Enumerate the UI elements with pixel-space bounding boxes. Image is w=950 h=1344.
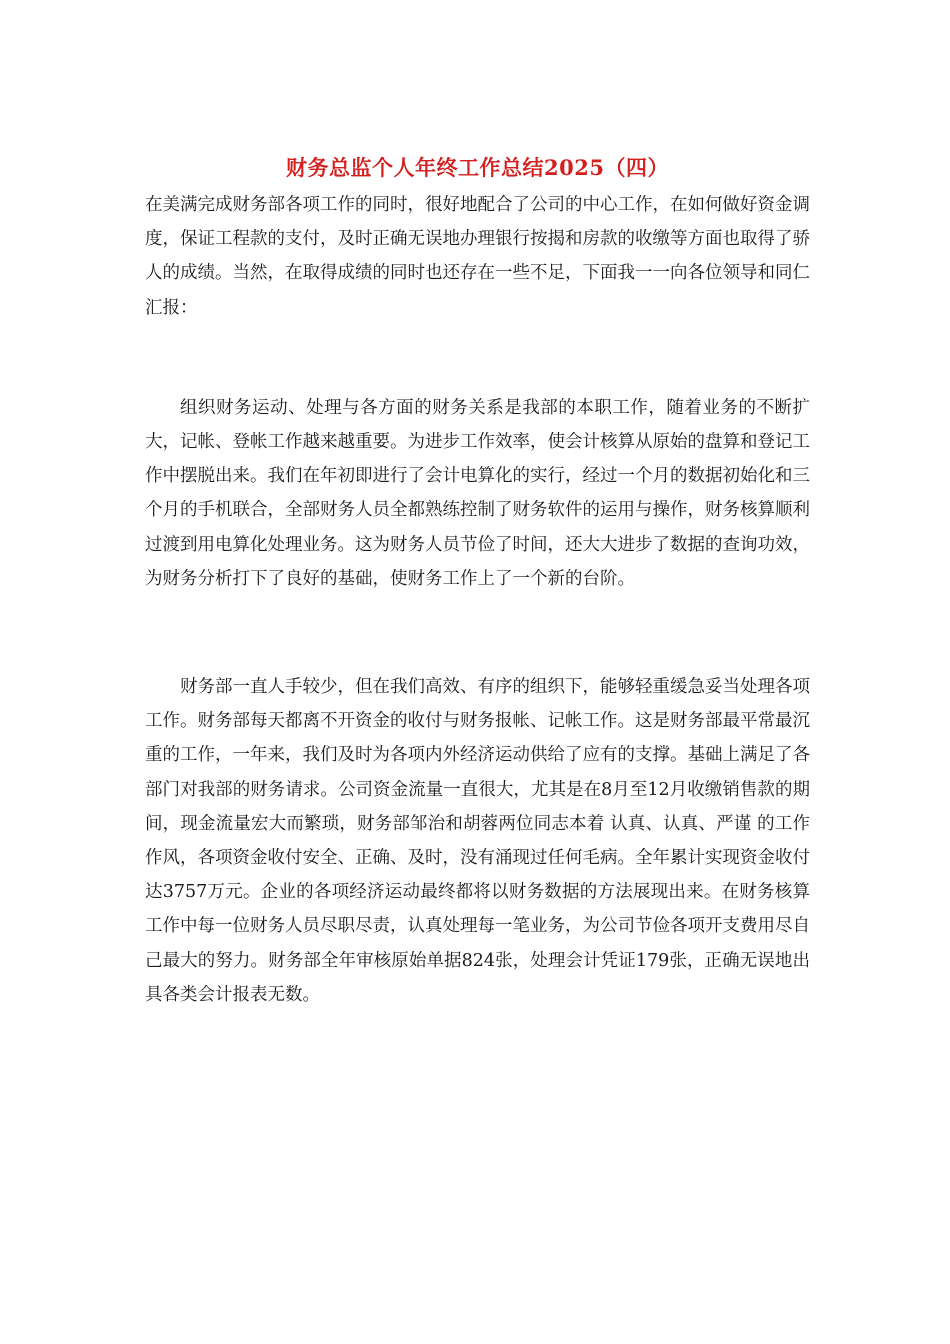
paragraph-2: 组织财务运动、处理与各方面的财务关系是我部的本职工作，随着业务的不断扩大，记帐、登帐工作越来越重要。为进步工作效率，使会计核算从原始的盘算和登记工作中摆脱出来。我们在年初即进行了会计电算化的实行，经过一个月的数据初始化和三个月的手机联合，全部财务人员全都熟练控制了财务软件的运用与操作，财务核算顺利过渡到用电算化处理业务。这为财务人员节俭了时间，还大大进步了数据的查询功效，为财务分析打下了良好的基础，使财务工作上了一个新的台阶。 (145, 397, 810, 589)
paragraph-3: 财务部一直人手较少，但在我们高效、有序的组织下，能够轻重缓急妥当处理各项工作。财务部每天都离不开资金的收付与财务报帐、记帐工作。这是财务部最平常最沉重的工作，一年来，我们及时为各项内外经济运动供给了应有的支撑。基础上满足了各部门对我部的财务请求。公司资金流量一直很大，尤其是在8月至12月收缴销售款的期间，现金流量宏大而繁琐，财务部邹治和胡蓉两位同志本着 认真、认真、严谨 的工作作风，各项资金收付安全、正确、及时，没有涌现过任何毛病。全年累计实现资金收付达3757万元。企业的各项经济运动最终都将以财务数据的方法展现出来。在财务核算工作中每一位财务人员尽职尽责，认真处理每一笔业务，为公司节俭各项开支费用尽自己最大的努力。财务部全年审核原始单据824张，处理会计凭证179张，正确无误地出具各类会计报表无数。 (145, 677, 810, 1005)
document-page (145, 148, 810, 1012)
document-title: 财务总监个人年终工作总结2025（四） (286, 155, 669, 180)
paragraph-1: 在美满完成财务部各项工作的同时，很好地配合了公司的中心工作，在如何做好资金调度，保证工程款的支付，及时正确无误地办理银行按揭和房款的收缴等方面也取得了骄人的成绩。当然，在取得成绩的同时也还存在一些不足，下面我一一向各位领导和同仁汇报： (145, 195, 810, 318)
paragraph-spacer (145, 596, 810, 670)
paragraph-spacer (145, 325, 810, 391)
